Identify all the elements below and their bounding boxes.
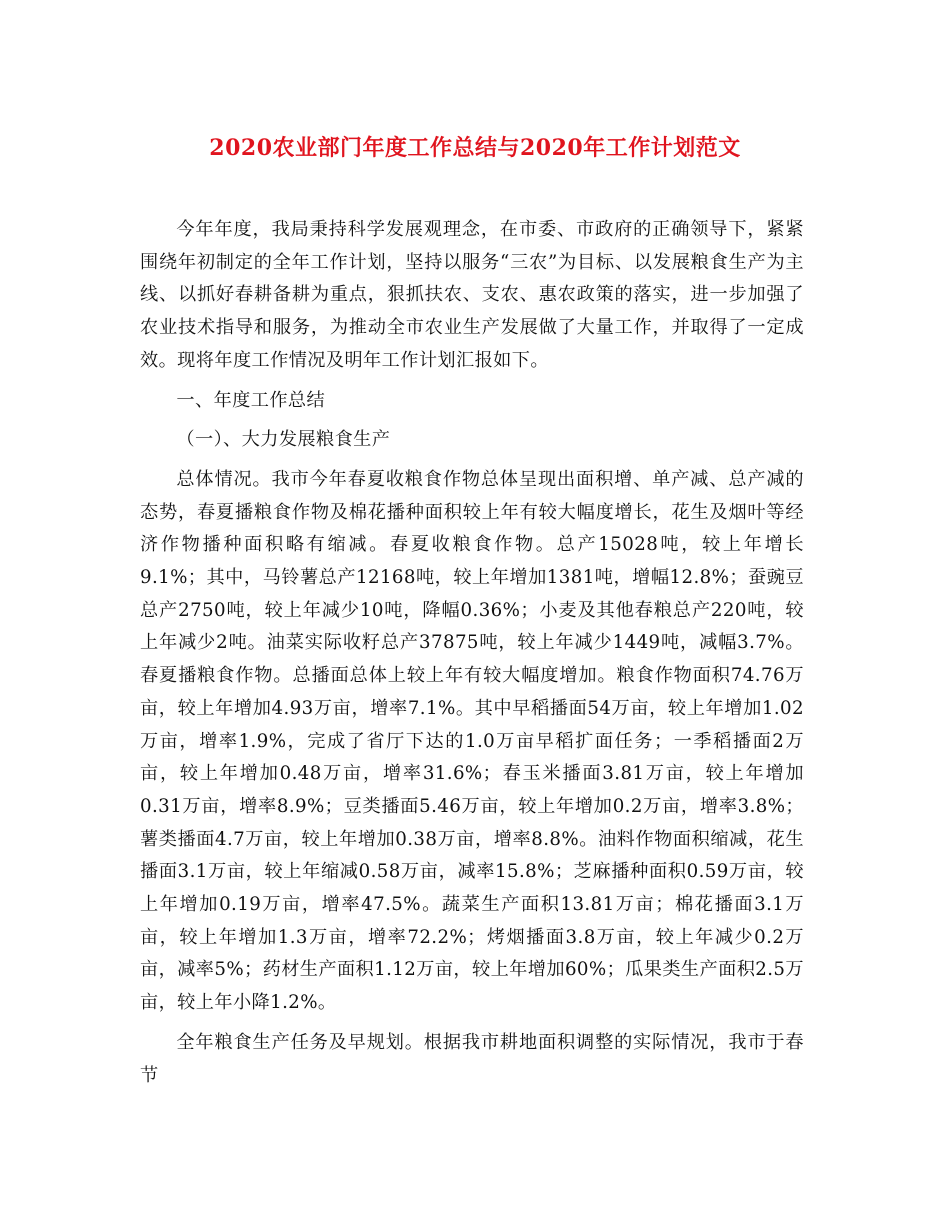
document-body — [140, 214, 804, 1092]
paragraph-intro: 今年年度，我局秉持科学发展观理念，在市委、市政府的正确领导下，紧紧围绕年初制定的全年工作计划，坚持以服务“三农”为目标、以发展粮食生产为主线、以抓好春耕备耕为重点，狠抓扶农、支农、惠农政策的落实，进一步加强了农业技术指导和服务，为推动全市农业生产发展做了大量工作，并取得了一定成效。现将年度工作情况及明年工作计划汇报如下。 — [140, 219, 804, 371]
subheading-grain-production: （一）、大力发展粮食生产 — [176, 429, 391, 451]
heading-annual-summary: 一、年度工作总结 — [176, 389, 326, 411]
paragraph-overall-situation: 总体情况。我市今年春夏收粮食作物总体呈现出面积增、单产减、总产减的态势，春夏播粮食作物及棉花播种面积较上年有较大幅度增长，花生及烟叶等经济作物播种面积略有缩减。春夏收粮食作物。总产15028吨，较上年增长9.1%；其中，马铃薯总产12168吨，较上年增加1381吨，增幅12.8%；蚕豌豆总产2750吨，较上年减少10吨，降幅0.36%；小麦及其他春粮总产220吨，较上年减少2吨。油菜实际收籽总产37875吨，较上年减少1449吨，减幅3.7%。春夏播粮食作物。总播面总体上较上年有较大幅度增加。粮食作物面积74.76万亩，较上年增加4.93万亩，增率7.1%。其中早稻播面54万亩，较上年增加1.02万亩，增率1.9%，完成了省厅下达的1.0万亩早稻扩面任务；一季稻播面2万亩，较上年增加0.48万亩，增率31.6%；春玉米播面3.81万亩，较上年增加0.31万亩，增率8.9%；豆类播面5.46万亩，较上年增加0.2万亩，增率3.8%；薯类播面4.7万亩，较上年增加0.38万亩，增率8.8%。油料作物面积缩减，花生播面3.1万亩，较上年缩减0.58万亩，减率15.8%；芝麻播种面积0.59万亩，较上年增加0.19万亩，增率47.5%。蔬菜生产面积13.81万亩；棉花播面3.1万亩，较上年增加1.3万亩，增率72.2%；烤烟播面3.8万亩，较上年减少0.2万亩，减率5%；药材生产面积1.12万亩，较上年增加60%；瓜果类生产面积2.5万亩，较上年小降1.2%。 — [140, 468, 804, 1014]
document-title: 2020农业部门年度工作总结与2020年工作计划范文 — [209, 135, 741, 161]
paragraph-annual-task: 全年粮食生产任务及早规划。根据我市耕地面积调整的实际情况，我市于春节 — [140, 1031, 804, 1086]
